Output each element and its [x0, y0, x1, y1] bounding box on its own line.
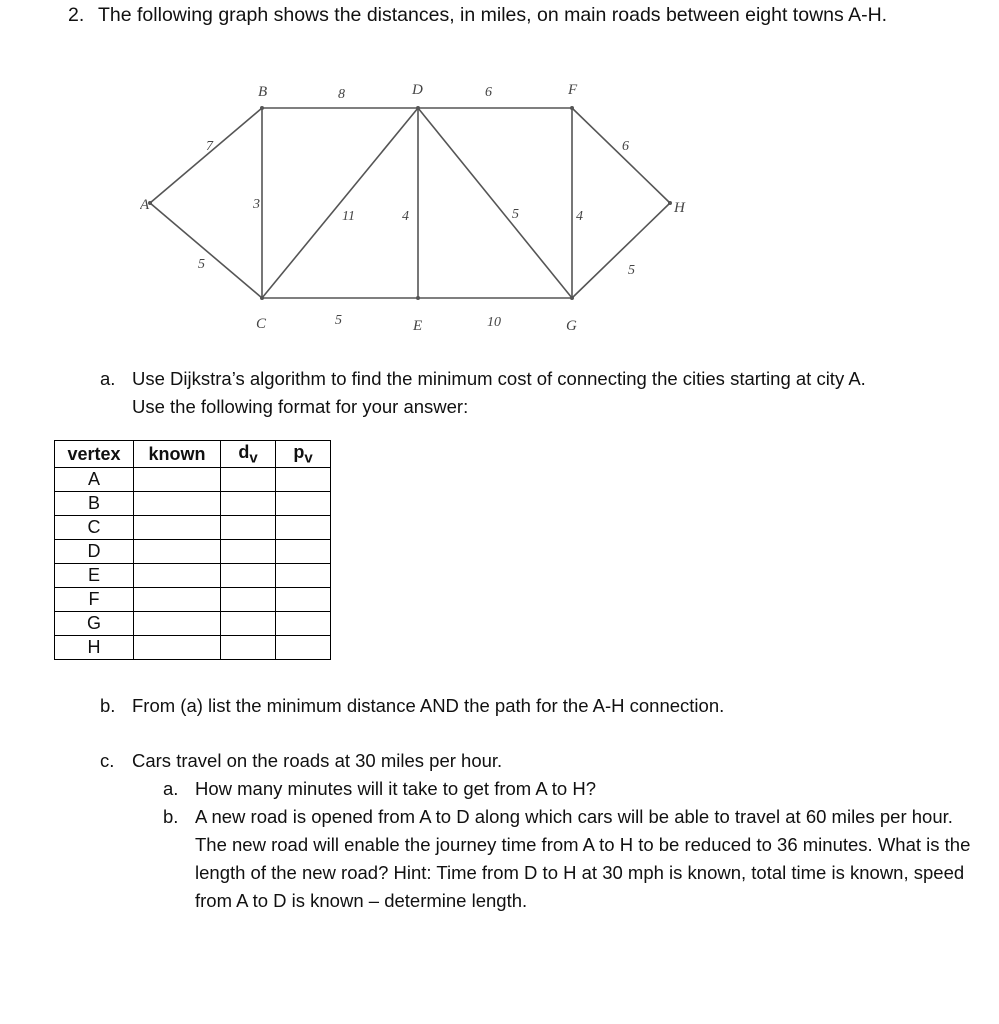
pv-cell — [276, 636, 331, 660]
dv-cell — [221, 516, 276, 540]
part-c-sub-a — [163, 775, 983, 805]
known-cell — [134, 540, 221, 564]
table-row — [55, 564, 331, 588]
vertex-cell: D — [55, 540, 134, 564]
pv-cell — [276, 588, 331, 612]
known-cell — [134, 516, 221, 540]
part-c — [100, 747, 980, 777]
edge-weight-d-f: 6 — [485, 85, 492, 100]
pv-cell — [276, 564, 331, 588]
header-dv-sub: v — [249, 449, 258, 467]
vertex-cell: C — [55, 516, 134, 540]
edge-weight-b-d: 8 — [338, 87, 345, 102]
part-a-line1: Use Dijkstra’s algorithm to find the minimum cost of connecting the cities starting at city A. — [132, 368, 866, 389]
part-c-label: c. — [100, 750, 115, 771]
part-a — [100, 365, 980, 425]
node-label-a: A — [140, 197, 150, 213]
vertex-cell: F — [55, 588, 134, 612]
edge-c-d — [262, 108, 418, 298]
edge-weight-c-e: 5 — [335, 313, 342, 328]
vertex-cell: H — [55, 636, 134, 660]
vertex-cell: B — [55, 492, 134, 516]
header-pv-sub: v — [304, 449, 313, 467]
header-known: known — [134, 441, 221, 468]
part-b-text: From (a) list the minimum distance AND the path for the A-H connection. — [132, 695, 725, 716]
edge-weight-d-g: 5 — [512, 207, 519, 222]
known-cell — [134, 588, 221, 612]
vertex-cell: A — [55, 468, 134, 492]
part-b — [100, 692, 980, 722]
node-d — [416, 106, 420, 110]
vertex-cell: G — [55, 612, 134, 636]
part-c-sub-b-text: A new road is opened from A to D along which cars will be able to travel at 60 miles per hour. The new road will enable the journey time from A to H to be reduced to 36 minutes. What is the length of the new road? Hint: Time from D to H at 30 mph is known, total time is known, speed from A to D is known – determine length. — [195, 806, 971, 911]
part-a-label: a. — [100, 368, 116, 389]
node-f — [570, 106, 574, 110]
node-label-b: B — [258, 84, 268, 100]
table-row — [55, 516, 331, 540]
part-c-sub-a-label: a. — [163, 778, 179, 799]
node-label-d: D — [412, 82, 423, 98]
header-dv-main: d — [238, 441, 250, 462]
edge-weight-a-c: 5 — [198, 257, 205, 272]
node-e — [416, 296, 420, 300]
table-row — [55, 588, 331, 612]
part-c-text: Cars travel on the roads at 30 miles per hour. — [132, 750, 503, 771]
part-a-line2: Use the following format for your answer: — [132, 396, 469, 417]
pv-cell — [276, 540, 331, 564]
header-vertex: vertex — [55, 441, 134, 468]
table-row — [55, 468, 331, 492]
question-text: The following graph shows the distances, in miles, on main roads between eight towns A-H. — [98, 4, 888, 26]
table-row — [55, 540, 331, 564]
known-cell — [134, 468, 221, 492]
header-pv — [276, 441, 331, 468]
part-b-label: b. — [100, 695, 116, 716]
known-cell — [134, 636, 221, 660]
pv-cell — [276, 492, 331, 516]
dv-cell — [221, 588, 276, 612]
table-row — [55, 636, 331, 660]
pv-cell — [276, 612, 331, 636]
dv-cell — [221, 540, 276, 564]
dv-cell — [221, 564, 276, 588]
node-h — [668, 201, 672, 205]
question-number: 2. — [68, 4, 85, 26]
node-label-g: G — [566, 318, 577, 334]
edge-g-h — [572, 203, 670, 298]
edge-weight-b-c: 3 — [253, 197, 260, 212]
road-graph — [140, 78, 700, 338]
known-cell — [134, 492, 221, 516]
node-g — [570, 296, 574, 300]
node-b — [260, 106, 264, 110]
part-c-sub-a-text: How many minutes will it take to get from A to H? — [195, 778, 596, 799]
node-c — [260, 296, 264, 300]
edge-d-g — [418, 108, 572, 298]
table-row — [55, 492, 331, 516]
edge-weight-d-e: 4 — [402, 209, 409, 224]
edge-weight-f-g: 4 — [576, 209, 583, 224]
edge-f-h — [572, 108, 670, 203]
header-pv-main: p — [293, 441, 305, 462]
node-label-f: F — [568, 82, 578, 98]
dv-cell — [221, 636, 276, 660]
dv-cell — [221, 612, 276, 636]
dv-cell — [221, 492, 276, 516]
edge-weight-f-h: 6 — [622, 139, 629, 154]
question-title — [68, 4, 887, 27]
node-label-c: C — [256, 316, 267, 332]
edge-weight-a-b: 7 — [206, 139, 213, 154]
edge-a-c — [150, 203, 262, 298]
known-cell — [134, 612, 221, 636]
part-c-sub-b — [163, 803, 983, 923]
node-label-e: E — [413, 318, 423, 334]
edge-a-b — [150, 108, 262, 203]
dv-cell — [221, 468, 276, 492]
table-header-row — [55, 441, 331, 468]
node-label-h: H — [674, 200, 685, 216]
header-dv — [221, 441, 276, 468]
pv-cell — [276, 516, 331, 540]
dijkstra-table — [54, 440, 331, 660]
edge-weight-c-d: 11 — [342, 209, 355, 224]
part-c-sub-b-label: b. — [163, 806, 179, 827]
table-row — [55, 612, 331, 636]
pv-cell — [276, 468, 331, 492]
edge-weight-e-g: 10 — [487, 315, 501, 330]
edge-weight-g-h: 5 — [628, 263, 635, 278]
known-cell — [134, 564, 221, 588]
vertex-cell: E — [55, 564, 134, 588]
